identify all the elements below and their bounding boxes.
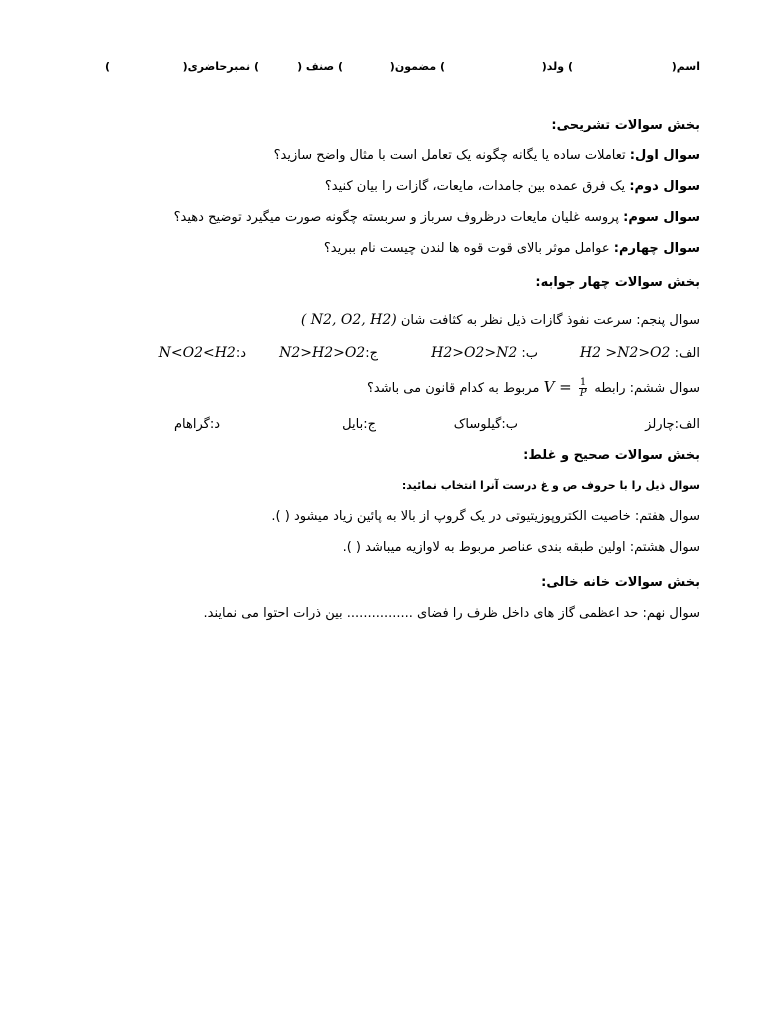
blank-section-title: بخش سوالات خانه خالی: (541, 575, 700, 590)
header-closing-paren: ) (104, 60, 110, 73)
mcq-section-title: بخش سوالات چهار جوابه: (535, 275, 700, 290)
q6-fraction-numerator: 1 (579, 377, 587, 388)
q1-text: تعاملات ساده یا یگانه چگونه یک تعامل است با مثال واضح سازید؟ (273, 148, 630, 163)
q5-option-b (431, 345, 538, 361)
q6-option-b: ب:گیلوساک (453, 417, 518, 432)
q5-option-d-label: د: (235, 346, 246, 361)
q5-text: سوال پنجم: سرعت نفوذ گازات ذیل نظر به کثافت شان (400, 313, 700, 328)
q5-formula: ( N2, O2, H2) (300, 312, 397, 328)
q3-text: پروسه غلیان مایعات درظروف سرباز و سربسته چگونه صورت میگیرد توضیح دهید؟ (173, 210, 624, 225)
q5-option-c (279, 345, 378, 361)
q5-option-a (580, 345, 700, 361)
q6-fraction-denominator: P (579, 388, 587, 399)
question-4 (324, 241, 700, 256)
question-9: سوال نهم: حد اعظمی گاز های داخل ظرف را فضای ................ بین ذرات احتوا می نمایند. (203, 606, 700, 621)
truefalse-section-title: بخش سوالات صحیح و غلط: (523, 448, 700, 463)
question-2 (325, 179, 700, 194)
q6-text-start: سوال ششم: رابطه (594, 381, 700, 396)
q5-option-d (159, 345, 246, 361)
question-8: سوال هشتم: اولین طبقه بندی عناصر مربوط به لاوازیه میباشد ( ). (342, 540, 700, 555)
q3-label: سوال سوم: (623, 210, 700, 225)
q5-option-a-value: H2 >N2>O2 (579, 345, 671, 361)
q5-option-b-value: H2>O2>N2 (431, 345, 518, 361)
father-field-label: ) ولد( (541, 60, 573, 73)
q5-option-c-label: ج: (365, 346, 378, 361)
q4-label: سوال چهارم: (613, 241, 700, 256)
q6-option-c: ج:بایل (342, 417, 376, 432)
q6-text-end: مربوط به کدام قانون می باشد؟ (366, 381, 540, 396)
q2-text: یک فرق عمده بین جامدات، مایعات، گازات را بیان کنید؟ (324, 179, 630, 194)
question-6 (367, 378, 700, 399)
q6-fraction (579, 378, 587, 399)
q2-label: سوال دوم: (629, 179, 700, 194)
q5-option-c-value: N2>H2>O2 (279, 345, 366, 361)
name-field-label: اسم( (671, 60, 700, 73)
q5-option-a-label: الف: (674, 346, 700, 361)
q6-volume-symbol: V = (543, 378, 572, 396)
question-1 (274, 148, 700, 163)
truefalse-instruction: سوال ذیل را با حروف ص و غ درست آنرا انتخاب نمائید: (401, 479, 700, 492)
question-3 (174, 210, 700, 225)
q1-label: سوال اول: (629, 148, 700, 163)
question-5 (301, 312, 700, 328)
q4-text: عوامل موثر بالای قوت قوه ها لندن چیست نام ببرید؟ (323, 241, 614, 256)
attendance-field-label: ) نمبرحاضری( (182, 60, 259, 73)
subject-field-label: ) مضمون( (389, 60, 445, 73)
question-7: سوال هفتم: خاصیت الکتروپوزیتیوتی در یک گروپ از بالا به پائین زیاد میشود ( ). (271, 509, 700, 524)
class-field-label: ) صنف ( (297, 60, 343, 73)
q5-option-b-label: ب: (521, 346, 538, 361)
q6-option-a: الف:چارلز (645, 417, 700, 432)
q5-option-d-value: N<O2<H2 (158, 345, 236, 361)
q6-option-d: د:گراهام (173, 417, 220, 432)
descriptive-section-title: بخش سوالات تشریحی: (551, 118, 700, 133)
